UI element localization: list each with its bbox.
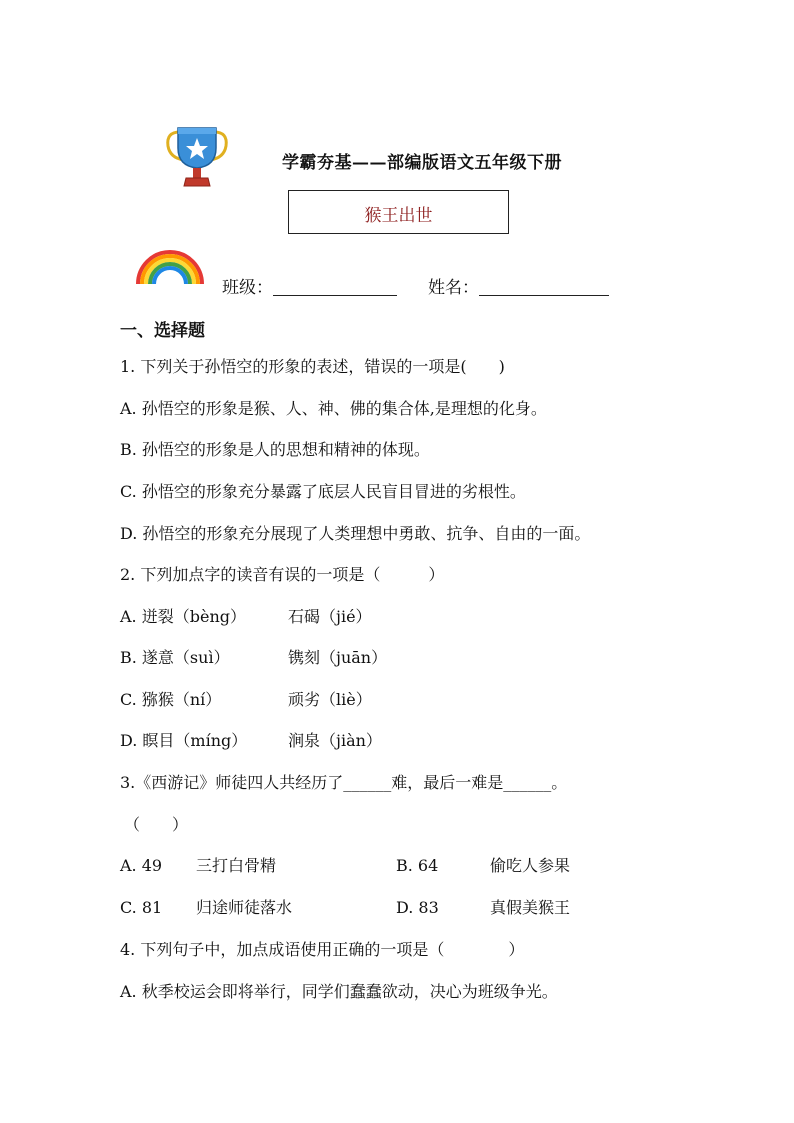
name-field	[428, 273, 609, 298]
q3-option-b-num: B. 64	[396, 856, 439, 875]
q4-option-a: A. 秋季校运会即将举行，同学们蠢蠢欲动，决心为班级争光。	[120, 982, 558, 1001]
q2-option-d-2: 涧泉（jiàn）	[288, 731, 382, 750]
q2-option-row	[120, 690, 372, 710]
q2-option-row	[120, 607, 372, 627]
name-label: 姓名：	[428, 278, 479, 298]
q3-option-row	[120, 898, 571, 918]
q3-option-c-num: C. 81	[120, 898, 163, 917]
q1-option-d: D. 孙悟空的形象充分展现了人类理想中勇敢、抗争、自由的一面。	[120, 524, 591, 543]
section-heading: 一、选择题	[120, 321, 205, 341]
q2-option-a-1: A. 迸裂（bèng）	[120, 607, 246, 626]
rainbow-icon	[134, 246, 206, 286]
q3-option-row	[120, 856, 571, 876]
q2-option-d-1: D. 瞑目（míng）	[120, 731, 248, 750]
q3-option-d-text: 真假美猴王	[490, 898, 571, 917]
q2-option-row	[120, 731, 382, 751]
page-title: 学霸夯基——部编版语文五年级下册	[282, 153, 562, 173]
q3-option-d-num: D. 83	[396, 898, 439, 917]
q1-stem: 1. 下列关于孙悟空的形象的表述，错误的一项是( )	[120, 357, 505, 376]
q3-option-a-text: 三打白骨精	[196, 856, 277, 875]
q3-stem: 3.《西游记》师徒四人共经历了______难，最后一难是______。	[120, 773, 568, 792]
class-label: 班级：	[222, 278, 273, 298]
q2-option-c-1: C. 猕猴（ní）	[120, 690, 222, 709]
q2-option-b-1: B. 遂意（suì）	[120, 648, 230, 667]
trophy-icon	[164, 124, 230, 190]
q3-option-a-num: A. 49	[120, 856, 163, 875]
q2-option-row	[120, 648, 388, 668]
q3-option-c-text: 归途师徒落水	[196, 898, 293, 917]
q4-stem: 4. 下列句子中，加点成语使用正确的一项是（ ）	[120, 940, 525, 959]
name-blank[interactable]	[479, 277, 609, 296]
q2-option-b-2: 镌刻（juān）	[288, 648, 388, 667]
q3-paren: （ ）	[124, 815, 189, 834]
q2-option-a-2: 石碣（jié）	[288, 607, 372, 626]
q1-option-a: A. 孙悟空的形象是猴、人、神、佛的集合体,是理想的化身。	[120, 399, 547, 418]
q1-option-c: C. 孙悟空的形象充分暴露了底层人民盲目冒进的劣根性。	[120, 482, 526, 501]
q3-option-b-text: 偷吃人参果	[490, 856, 571, 875]
q1-option-b: B. 孙悟空的形象是人的思想和精神的体现。	[120, 440, 430, 459]
q2-stem: 2. 下列加点字的读音有误的一项是（ ）	[120, 565, 445, 584]
lesson-title: 猴王出世	[364, 206, 433, 226]
q2-option-c-2: 顽劣（liè）	[288, 690, 372, 709]
class-blank[interactable]	[273, 277, 397, 296]
class-field	[222, 273, 397, 298]
